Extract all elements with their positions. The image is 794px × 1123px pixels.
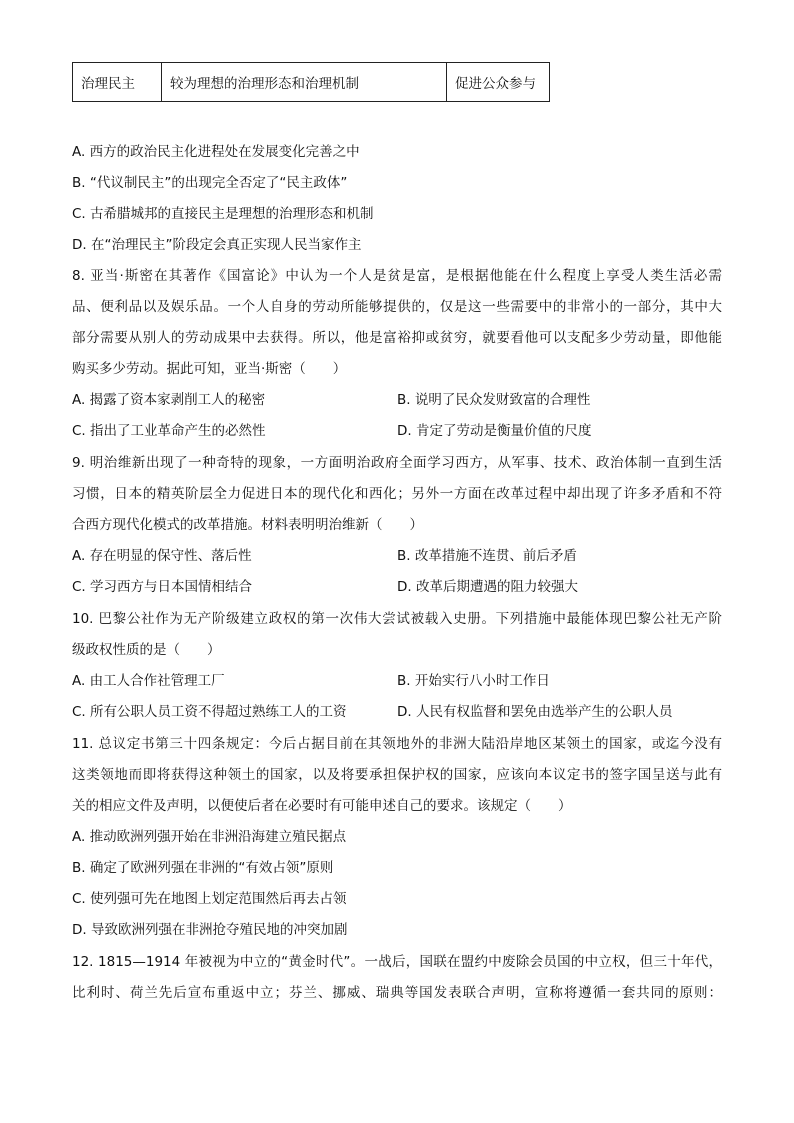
q11-stem-line-2: 这类领地而即将获得这种领土的国家，以及将要承担保护权的国家，应该向本议定书的签字国呈送与此有 [72,767,722,783]
table-cell-stage: 治理民主 [73,63,162,102]
q8-stem-line-4: 购买多少劳动。据此可知，亚当·斯密（ ） [72,361,347,377]
q12-stem-line-1: 12. 1815—1914 年被视为中立的“黄金时代”。一战后，国联在盟约中废除会员国的中立权，但三十年代， [72,954,722,970]
q8-option-d: D. 肯定了劳动是衡量价值的尺度 [397,423,592,439]
q11-option-b: B. 确定了欧洲列强在非洲的“有效占领”原则 [72,860,334,876]
q10-option-a: A. 由工人合作社管理工厂 [72,673,225,689]
q10-option-d: D. 人民有权监督和罢免由选举产生的公职人员 [397,704,673,720]
q8-stem-line-2: 品、便利品以及娱乐品。一个人自身的劳动所能够提供的，仅是这一些需要中的非常小的一部分，其中大 [72,299,722,315]
q11-stem-line-3: 关的相应文件及声明，以便使后者在必要时有可能申述自己的要求。该规定（ ） [72,798,572,814]
q12-stem-line-2: 比利时、荷兰先后宣布重返中立；芬兰、挪威、瑞典等国发表联合声明，宣称将遵循一套共同的原则： [72,985,722,1001]
q9-option-d: D. 改革后期遭遇的阻力较强大 [397,579,578,595]
table-cell-description: 较为理想的治理形态和治理机制 [162,63,447,102]
q8-stem-line-1: 8. 亚当·斯密在其著作《国富论》中认为一个人是贫是富，是根据他能在什么程度上享受人类生活必需 [72,268,722,284]
q11-option-a: A. 推动欧洲列强开始在非洲沿海建立殖民据点 [72,829,347,845]
q8-stem-line-3: 部分需要从别人的劳动成果中去获得。所以，他是富裕抑或贫穷，就要看他可以支配多少劳动量，即他能 [72,330,722,346]
q9-stem-line-1: 9. 明治维新出现了一种奇特的现象，一方面明治政府全面学习西方，从军事、技术、政治体制一直到生活 [72,455,722,471]
q7-option-c: C. 古希腊城邦的直接民主是理想的治理形态和机制 [72,206,374,222]
q9-stem-line-2: 习惯，日本的精英阶层全力促进日本的现代化和西化；另外一方面在改革过程中却出现了许多矛盾和不符 [72,486,722,502]
continued-table [72,62,550,102]
q7-option-d: D. 在“治理民主”阶段定会真正实现人民当家作主 [72,237,362,253]
q10-stem-line-1: 10. 巴黎公社作为无产阶级建立政权的第一次伟大尝试被载入史册。下列措施中最能体现巴黎公社无产阶 [72,611,722,627]
table-cell-feature: 促进公众参与 [447,63,550,102]
q7-option-b: B. “代议制民主”的出现完全否定了“民主政体” [72,175,348,191]
q9-option-a: A. 存在明显的保守性、落后性 [72,548,252,564]
q8-option-b: B. 说明了民众发财致富的合理性 [397,392,591,408]
q11-option-d: D. 导致欧洲列强在非洲抢夺殖民地的冲突加剧 [72,922,348,938]
q9-stem-line-3: 合西方现代化模式的改革措施。材料表明明治维新（ ） [72,517,423,533]
q10-option-c: C. 所有公职人员工资不得超过熟练工人的工资 [72,704,347,720]
q10-option-b: B. 开始实行八小时工作日 [397,673,550,689]
q11-stem-line-1: 11. 总议定书第三十四条规定：今后占据目前在其领地外的非洲大陆沿岸地区某领土的国家，或迄今没有 [72,736,722,752]
q11-option-c: C. 使列强可先在地图上划定范围然后再去占领 [72,891,347,907]
q9-option-b: B. 改革措施不连贯、前后矛盾 [397,548,577,564]
q8-option-a: A. 揭露了资本家剥削工人的秘密 [72,392,266,408]
q10-stem-line-2: 级政权性质的是（ ） [72,642,221,658]
q8-option-c: C. 指出了工业革命产生的必然性 [72,423,266,439]
q9-option-c: C. 学习西方与日本国情相结合 [72,579,253,595]
q7-option-a: A. 西方的政治民主化进程处在发展变化完善之中 [72,144,360,160]
table-row [73,63,550,102]
